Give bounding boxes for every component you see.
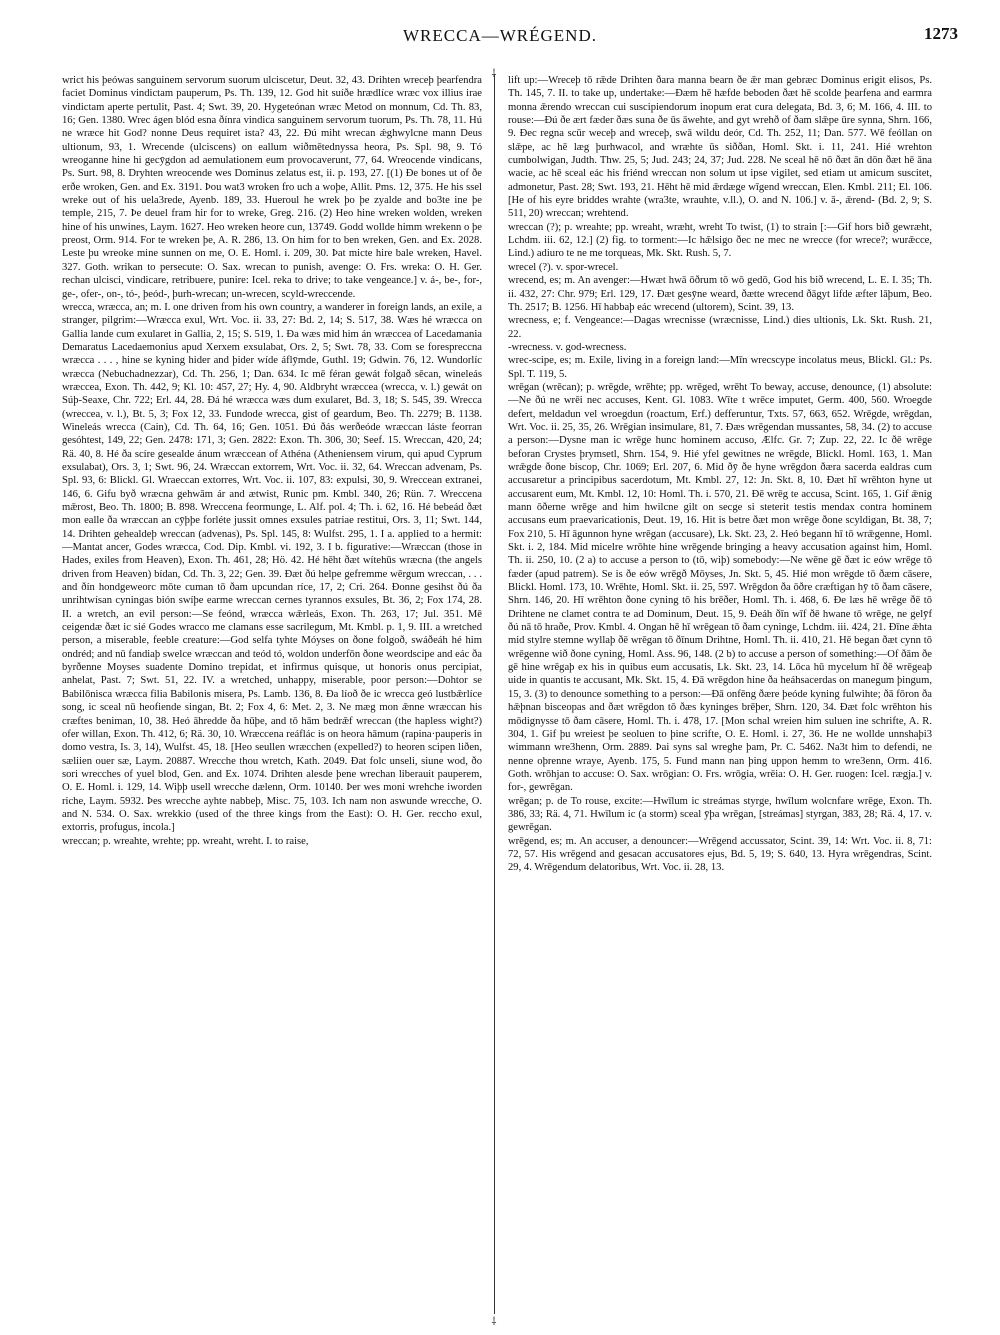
right-column <box>508 74 932 1324</box>
entry-paragraph: wrēgan (wrēcan); p. wrēgde, wrēhte; pp. wrēged, wrēht To beway, accuse, denounce, (1) absolute:—Ne ðú ne wrēi nec accuses, Kent. Gl. 1083. Wīte t wrēce imputet, Germ. 400, 560. Wroegde defert, meldadun vel wroegdun (roactum, Erf.) defferuntur, Txts. 57, 663, 652. Wrēgde, wrēgdan, Wrt. Voc. ii. 25, 35, 26. Wrēgian insimulare, 81, 7. Ðæs wrēgendan mussantes, 58, 34. (2) to accuse a person:—Dysne man ic wrēge hunc hominem accuso, Ælfc. Gr. 7; Zup. 22, 22. Ic ðē wrēge beforan Crystes þrymsetl, Shrn. 154, 9. Hié yfel gewitnes ne wrēgde, Blickl. Homl. 163, 1. Man wrǣgde ðone biscop, Chr. 1069; Erl. 207, 6. Mid ðȳ ðe hyne wrēgdon ðæra sacerda ealdras cum accusaretur a principibus sacerdotum, Mt. Kmbl. 27, 12: Jn. Skt. 8, 10. Ðæt hī wrēhton hyne ut accusarent eum, Mt. Kmbl. 12, 10: Homl. Th. i. 570, 21. Ðē wrēg te accusa, Scint. 165, 1. Gif ǣnig mann ōðerne wrēge and him hwilcne gilt on secge si steterit testis mendax contra hominem accusans eum praevaricationis, Deut. 19, 16. Hit is betre ðæt mon wrēge ðone scyldigan, Bt. 38, 7; Fox 210, 5. Hī āgunnon hyne wrēgan (accusare), Lk. Skt. 23, 2. Heó begann hī tō wrǣgenne, Homl. Skt. i. 2, 184. Mid micelre wrōhte hine wrēgende bringing a heavy accusation against him, Homl. Th. ii. 250, 10. (2 a) to accuse a person to (tō, wiþ) somebody:—Ne wēne gē ðæt ic eów wrēge tō fæder (apud patrem). Se is ðe eów wrēgð Mōyses, Jn. Skt. 5, 45. Hié mon wrēgde tō ðæm cāsere, Blickl. Homl. 173, 10. Wrēhte, Homl. Skt. ii. 25, 597. Wrēgdon ða ōðre cræftigan hȳ tō ðam cāsere, Shrn. 146, 20. Hī wrēhton ðone cyning tō his brēðer, Homl. Th. i. 468, 6. Ðe læs hē wrēge ðē tō Drihtene ne clamet contra te ad Dominum, Deut. 15, 9. Ðeáh ðīn wīf ðē hwane tō wrēge, ne gelȳf ðú nā tō hraðe, Prov. Kmbl. 4. Ongan hē hī wrēgean tō ðam cyninge, Lchdm. iii. 424, 21. Ðīne ǣhta mid stylre stemne wyllaþ ðē wrēgan tō ðīnum Drihtne, Homl. Th. ii. 410, 21. Hē began ðæt cynn tō wrēgenne wið ðone cyning, Homl. Ass. 96, 148. (2 b) to accuse a person of something:—Of ðām ðe gē hine wrēgaþ ex his in quibus eum accusatis, Lk. Skt. 23, 14. Lōca hū mycelum hī ðē wrēgeaþ uide in quantis te accusant, Mk. Skt. 15, 4. Ðā wrēgdon hine ða heáhsacerdas on manegum þingum, 15, 3. (3) to denounce something to a person:—Ðā onfēng ðære þeóde kyning fulwihte; ðā fōron ða hǣþnan bisceopas and ðæt wrēgdon tō ðæs kyninges brēþer, Shrn. 120, 34. Ðæt folc wrēhton his mōdignysse tō ðam cāsere, Homl. Th. i. 478, 17. [Mon schal wreien him suluen ine schrifte, A. R. 304, 1. Gif þu wreiest þe seoluen to þine scrifte, O. E. Homl. i. 27, 36. He ne wollde unnshaþi3 wimmann wre3henn, Orm. 2889. Þai syns sal wreghe þam, Pr. C. 5462. Na3t him to defendi, ne nenne oþrenne wraye, Ayenb. 175, 5. Fund mann nan þing uppon hemm to wre3enn, Orm. 416. Goth. wrōhjan to accuse: O. Sax. wrōgian: O. Frs. wrōgia, wrēia: O. H. Ger. ruogen: Icel. rægja.] v. for-, gewrēgan. <box>508 381 932 794</box>
entry-paragraph: -wrecness. v. god-wrecness. <box>508 341 627 353</box>
entry-paragraph: wrēgan; p. de To rouse, excite:—Hwīlum ic streámas styrge, hwīlum wolcnfare wrēge, Exon. Th. 386, 33; Rä. 4, 71. Hwīlum ic (a storm) sceal ȳþa wrēgan, [streámas] styrgan, 383, 28; Rä. 4, 17. v. gewrēgan. <box>508 795 932 834</box>
page-header <box>0 0 1000 60</box>
entry-paragraph: wrecness, e; f. Vengeance:—Dagas wrecnisse (wræcnisse, Lind.) dies ultionis, Lk. Skt. Rush. 21, 22. <box>508 315 932 340</box>
divider-ornament-bottom: ⸸ <box>491 1315 497 1328</box>
page-number: 1273 <box>924 24 958 43</box>
entry-paragraph: wreccan; p. wreahte, wrehte; pp. wreaht, wreht. I. to raise, <box>62 835 309 847</box>
column-divider <box>494 74 495 1314</box>
entry-paragraph: wrēgend, es; m. An accuser, a denouncer:—Wrēgend accussator, Scint. 39, 14: Wrt. Voc. ii. 8, 71: 72, 57. His wrēgend and gesacan accusatores ejus, Bd. 5, 19; S. 640, 13. Hyra wrēgendras, Scint. 29, 4. Wrēgendum delatoribus, Wrt. Voc. ii. 28, 13. <box>508 835 932 874</box>
entry-paragraph: wrec-scipe, es; m. Exile, living in a foreign land:—Mīn wrecscype incolatus meus, Blickl. Gl.: Ps. Spl. T. 119, 5. <box>508 355 932 380</box>
divider-ornament-top: ⸸ <box>491 67 497 80</box>
entry-paragraph: wrecel (?). v. spor-wrecel. <box>508 261 619 273</box>
entry-paragraph: lift up:—Wreceþ tō rǣde Drihten ðara manna bearn ðe ǣr man gebræc Dominus erigit elisos, Ps. Th. 145, 7. II. to take up, undertake:—Ðæm hē hæfde beboden ðæt hē scolde þearfena and earmra monna ǣrendo wreccan cui suscipiendorum inopum erat cura delegata, Bd. 3, 6; M. 166, 4. III. to rouse:—Ðú ðe ært fæder ðæs suna ðe ūs āwehte, and gyt wrehð of ðam slǣpe ūre synna, Shrn. 166, 9. Ðec regna scūr weceþ and wreceþ, swā wildu deór, Cd. Th. 252, 11; Dan. 577. Wē feóllan on slǣpe, ac hē læg þurhwacol, and wræhte ūs siððan, Homl. Skt. i. 11, 241. Hié wrehton cumbolwigan, Judth. Thw. 25, 5; Jud. 243; 24, 37; Jud. 228. Ne sceal hē nō ðæt ān dōn ðæt hē āna wacie, ac hē sceal eác his friénd wreccan non solum ut ipse vigilet, sed etiam ut amicum suscitet, admonetur, Past. 28; Swt. 193, 21. Hēht hē mid ǣrdæge wīgend wreccan, Elen. Kmbl. 211; El. 106. [He of his eyre briddes wrahte (wra3te, wrauhte, v.ll.), O. and N. 106.] v. ā-, ǣrend- (Bd. 2, 9; S. 511, 20) wreccan; wrehtend. <box>508 75 932 220</box>
running-head: WRECCA—WRÉGEND. <box>403 26 597 45</box>
entry-paragraph: wrecca, wræcca, an; m. I. one driven from his own country, a wanderer in foreign lands, an exile, a stranger, pilgrim:—Wræcca exul, Wrt. Voc. ii. 33, 27: Bd. 2, 14; S. 517, 38. Wæs hé wræcca on Gallia lande cum exularet in Gallia, 2, 15; S. 519, 1. Ða wæs mid him án wræccea of Lacedamania Demaratus Lacedaemonius apud Xerxem exsulabat, Ors. 2, 5; Swt. 78, 33. Com se forespreccna wræcca . . . , hine se kyning hider and þider wíde áflȳmde, Guthl. 19; Gdwin. 76, 12. Wundorlíc wræcca (Nebuchadnezzar), Cd. Th. 256, 1; Dan. 634. Ic mē féran gewát folgað sēcan, wineleás wræccea, Exon. Th. 442, 9; Kl. 10: 457, 27; Hy. 4, 90. Aldbryht wræccea (wrecca, v. l.) gewát on Súþ-Seaxe, Chr. 722; Erl. 44, 28. Ðá hé wræcca wæs dum exularet, Bd. 3, 18; S. 545, 39. Wrecca (wreccea, v. l.), Bt. 5, 3; Fox 12, 33. Fundode wrecca, gist of geardum, Beo. Th. 2279; B. 1138. Wineleás wrecca (Cain), Cd. Th. 64, 16; Gen. 1051. Ðú ðás werðeóde wræccan láste feorran gesóhtest, 149, 22; Gen. 2478: 171, 3; Gen. 2822: Exon. Th. 306, 30; Seef. 15. Wreccan, 420, 24; Rä. 40, 8. Hé ða scíre gesealde ánum wræccean of Athéna (Atheniensem virum, qui apud Cyprum exsulabat), Ors. 3, 1; Swt. 96, 24. Wræccan extorrem, Wrt. Voc. ii. 32, 64. Wreccan advenam, Ps. Spl. 93, 6: Blickl. Gl. Wraeccan extorres, Wrt. Voc. ii. 107, 83: expulsi, 30, 9. Wreccean extranei, 146, 6. Gifu byð wræcna gehwām ár and ætwist, Runic pm. Kmbl. 340, 26; Rün. 7. Wreccena mǣrost, Beo. Th. 1800; B. 898. Wreccena feormunge, L. Alf. pol. 4; Th. i. 62, 16. Hé bebeád ðæt mon ealle ða wræccan an cȳþþe forléte jussit omnes exsules patriae restitui, Ors. 3, 11; Swt. 144, 14. Drihten gehealdeþ wreccan (advenas), Ps. Spl. 145, 8: Wulfst. 295, 1. I a. applied to a hermit:—Mantat ancer, Godes wræcca, Cod. Dip. Kmbl. vi. 192, 3. I b. figurative:—Wræccan (those in Hades, exiles from Heaven), Exon. Th. 461, 28; Hö. 42. Hé hēht ðæt wítehūs wræcna (the angels driven from Heaven) bídan, Cd. Th. 3, 22; Gen. 39. Ðæt ðú helpe gefremme wērgum wreccan, . . . and ðín hondgeweorc mōte cuman tō ðam upcundan ríce, 17, 2; Cri. 264. Ðonne gesihst ðú ða unrihtwísan cyningas bión swíþe earme wreccan cernes tyrannos exsules, Bt. 36, 2; Fox 174, 28. II. a wretch, an evil person:—Se feónd, wræcca wǣrleás, Exon. Th. 263, 17; Jul. 351. Mē ceigendæ ðæt ic sié Godes wracco me clamans esse sacrilegum, Mt. Kmbl. p. 1, 9. III. a wretched person, a miserable, feeble creature:—God selfa tyhte Móyses on ðone folgoð, swáðeáh hé him ondréd; and nū fandiaþ swelce wræccan and teód tó, woldon underfōn ðone weordscipe and eác ða byrðenne Moyses suadente Domino trepidat, et infirmus quisque, ut honoris onus percipiat, anhelat, Past. 7; Swt. 51, 22. IV. a wretched, unhappy, miserable, poor person:—Dohtor se Babilōnisca wræcca filia Babilonis misera, Ps. Lamb. 136, 8. Ða líoð ðe ic wrecca geó lustbǣrlíce song, ic sceal nū heofiende singan, Bt. 2; Fox 4, 6: Met. 2, 3. Ne mæg mon ǣnne wræccan his cræftes beniman, 10, 38. Heó āhredde ða hūþe, and tō hām bedrǣf wreccan (the hapless wight?) ofer willan, Exon. Th. 412, 6; Rä. 30, 10. Wræccena reáflác is on heora hāmum (rapina·pauperis in domo vestra, Is. 3, 14), Wulfst. 45, 18. [Heo seullen wræcchen (expelled?) to heoren scipen liðen, sæliien ouer sæ, Laym. 20887. Wrecche thou wretch, Kath. 2049. Ðat folc unseli, siune wod, ðo sori wrecches of yuel blod, Gen. and Ex. 1074. Drihten alesde þene wrechan liberauit pauperem, O. E. Homl. i. 129, 14. Wiþþ usell wrecche dælenn, Orm. 10140. Þer wes moni wrehche iworden riche, Laym. 5932. Þes wrecche ayhte nabbeþ, Misc. 75, 103. Ich nam non aswunde wrecche, O. and N. 534. O. Sax. wrekkio (used of the three kings from the East): O. H. Ger. reccho exul, extorris, profugus, incola.] <box>62 301 482 834</box>
left-column <box>62 74 482 1324</box>
entry-paragraph: wrict his þeówas sanguinem servorum suorum ulciscetur, Deut. 32, 43. Drihten wreceþ þearfendra faciet Dominus vindictam pauperum, Ps. Th. 139, 12. God hit suíðe hrædlíce wræc vox illius irae vindictam aperte pertulit, Past. 4; Swt. 39, 20. Hygeteónan wræc Metod on monnum, Cd. Th. 83, 16; Gen. 1380. Wrec ágen blód esna ðínra vindica sanguinem servorum tuorum, Ps. Th. 78, 11. Hú ne wræce hit God? nonne Deus requiret ista? 43, 22. Ðú miht wrecan ǽghwylcne mann Deus ultionum, 93, 1. Wrecende (ulciscens) on eallum wiðmētednyssa heora, Ps. Spl. 98, 9. Tó wreoganne hine hi gecȳgdon ad aemulationem eum provocaverunt, 77, 64. Wreocende vindicans, Ps. Surt. 98, 8. Dryhten wreocende wes Dominus zelatus est, ii. p. 193, 27. [(1) Ðe bones ut of ðe erðe wroken, Gen. and Ex. 3191. Þou wat3 wroken fro uch a woþe, Allit. Pms. 12, 375. He his ssel wreke out of his uela3rede, Ayenb. 189, 33. Hueroul he wrek þo þe zyalde and bo3te ine þe temple, 215, 7. Þe deuel fram hir for to wreke, Greg. 216. (2) Heo hine wreken wolden, wreken hine of his unwines, Laym. 1627. Heo wreken heore cun, 13749. Godd wollde himm wrekenn o þe preost, Orm. 914. For te wreken þe, A. R. 286, 13. On him for to ben wreken, Gen. and Ex. 2028. Leste þu wreoke mine sunnen on me, O. E. Homl. i. 209, 30. Þat micte hire bale wreken, Havel. 327. Goth. wrikan to persecute: O. Sax. wrecan to punish, avenge: O. Frs. wreka: O. H. Ger. rechan ulcisci, vindicare, retribuere, punire: Icel. reka to drive; to take vengeance.] v. á-, be-, for-, ge-, ofer-, on-, tó-, þeód-, þurh-wrecan; un-wrecen, scyld-wreccende. <box>62 75 482 300</box>
entry-paragraph: wrecend, es; m. An avenger:—Hwæt hwā ōðrum tō wō gedō, God his bið wrecend, L. E. I. 35; Th. ii. 432, 27: Chr. 979; Erl. 129, 17. Ðæt gesȳne weard, ðætte wrecend ðāgyt lifde æfter lāþum, Beo. Th. 2517; B. 1256. Hī habbaþ eác wrecend (ultorem), Scint. 39, 13. <box>508 275 932 313</box>
entry-paragraph: wreccan (?); p. wreahte; pp. wreaht, wræht, wreht To twist, (1) to strain [:—Gif hors bið gewræht, Lchdm. iii. 62, 12.] (2) fig. to torment:—Ic hǣlsigo ðec ne mec ne wrecce (for wrece?; wurǣcce, Lind.) adiuro te ne me torqueas, Mk. Skt. Rush. 5, 7. <box>508 221 932 260</box>
